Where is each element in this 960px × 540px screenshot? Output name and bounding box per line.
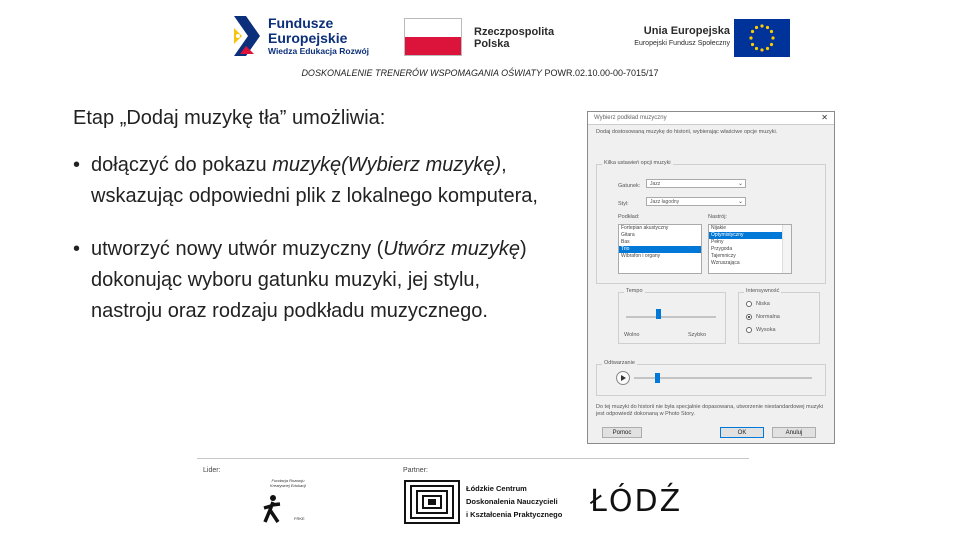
speed-slider-thumb[interactable] [656, 309, 661, 319]
genre-select[interactable] [646, 179, 746, 188]
list-item[interactable]: Wzruszająca [711, 260, 740, 266]
leader-logo-small: FRKE [294, 516, 305, 521]
bullet-text: ) dokonując wyboru gatunku muzyki, jej stylu, nastroju oraz rodzaju podkładu muzycznego. [91, 238, 527, 322]
intensity-label: Intensywność [746, 288, 780, 294]
close-icon[interactable]: ✕ [821, 113, 828, 122]
fundusze-europejskie-logo [232, 14, 372, 60]
fe-logo-line1: Fundusze [268, 15, 334, 31]
ue-logo-line2: Europejski Fundusz Społeczny [634, 40, 730, 47]
playback-thumb[interactable] [655, 373, 660, 383]
rp-logo-line2: Polska [474, 38, 510, 50]
intensity-radio-high[interactable] [746, 327, 752, 333]
chevron-down-icon: ⌄ [737, 199, 743, 205]
partner-logo-line3: i Kształcenia Praktycznego [466, 510, 563, 519]
speed-fast-label: Szybko [688, 332, 707, 338]
leader-label: Lider: [203, 467, 221, 474]
style-value: Jazz łagodny [650, 199, 680, 205]
partner-logo-line2: Doskonalenia Nauczycieli [466, 497, 558, 506]
intensity-radio-low[interactable] [746, 301, 752, 307]
playback-group [596, 364, 826, 396]
partner-logo-line1: Łódzkie Centrum [466, 484, 527, 493]
lodz-city-logo: ŁÓDŹ [590, 484, 683, 519]
list-item[interactable]: Pełny [711, 239, 724, 245]
music-dialog [587, 111, 835, 444]
help-button[interactable]: Pomoc [602, 427, 642, 438]
list-item[interactable]: Trio [619, 246, 701, 253]
bullet-text: dołączyć do pokazu [91, 154, 273, 176]
genre-label: Gatunek: [618, 183, 641, 189]
rp-logo-line1: Rzeczpospolita [474, 26, 555, 38]
style-label: Styl: [618, 201, 629, 207]
bullet-item [73, 150, 553, 212]
list-item[interactable]: Optymistyczny [709, 232, 791, 239]
intensity-option: Normalna [756, 314, 780, 320]
list-item[interactable]: Fortepian akustyczny [621, 225, 669, 231]
ue-logo-line1: Unia Europejska [643, 25, 730, 37]
scrollbar[interactable] [782, 225, 791, 273]
list-item[interactable]: Gitara [621, 232, 635, 238]
play-icon [617, 372, 629, 384]
leader-logo [256, 476, 316, 526]
dialog-title: Wybierz podkład muzyczny [594, 115, 667, 121]
cancel-button[interactable]: Anuluj [772, 427, 816, 438]
project-code: POWR.02.10.00-00-7015/17 [544, 68, 659, 78]
bullet-item [73, 234, 553, 327]
slide-heading: Etap „Dodaj muzykę tła” umożliwia: [73, 107, 386, 129]
intensity-option: Wysoka [756, 327, 776, 333]
partner-label: Partner: [403, 467, 428, 474]
fe-logo-line2: Europejskie [268, 30, 348, 46]
bullet-text: , wskazując odpowiedni plik z lokalnego komputera, [91, 154, 538, 207]
rzeczpospolita-polska-logo [404, 18, 574, 58]
walking-figure-icon [260, 494, 286, 524]
dialog-bottom-note: Do tej muzyki do historii nie była specjalnie dopasowana, utworzenie niestandardowej muzyki jest odpowiedź dokonaną w Photo Story. [596, 404, 824, 417]
leader-logo-text: Fundacja Rozwoju Kreatywnej Edukacji [269, 478, 307, 488]
chevron-down-icon: ⌄ [737, 181, 743, 187]
fe-logo-icon [232, 14, 262, 58]
partner-logo-text [466, 482, 562, 521]
mood-label: Podkład: [618, 214, 640, 220]
speed-slow-label: Wolno [624, 332, 640, 338]
bullet-icon: • [73, 238, 81, 260]
footer-divider [197, 458, 749, 459]
style-select[interactable] [646, 197, 746, 206]
ldnikp-emblem-icon [404, 480, 460, 524]
list-item[interactable]: Wibrafon i organy [621, 253, 661, 259]
intensity-radio-normal[interactable] [746, 314, 752, 320]
playback-label: Odtwarzanie [604, 360, 635, 366]
tempo-label: Nastrój: [708, 214, 727, 220]
polish-flag-icon [404, 18, 462, 56]
unia-europejska-logo [602, 19, 792, 59]
list-item[interactable]: Bas [621, 239, 630, 245]
genre-value: Jazz [650, 181, 661, 187]
eu-flag-icon [734, 19, 790, 57]
group-label: Kilka ustawień opcji muzyki [604, 160, 671, 166]
play-button[interactable] [616, 371, 630, 385]
tempo-list[interactable] [708, 224, 792, 274]
mood-list[interactable] [618, 224, 702, 274]
fe-logo-line3: Wiedza Edukacja Rozwój [268, 46, 369, 56]
bullet-emphasis: Utwórz muzykę [383, 238, 520, 260]
dialog-titlebar [588, 112, 834, 125]
intensity-option: Niska [756, 301, 770, 307]
bullet-icon: • [73, 154, 81, 176]
list-item[interactable]: Tajemniczy [711, 253, 736, 259]
list-item[interactable]: Nijakie [711, 225, 727, 231]
dialog-intro: Dodaj dostosowaną muzykę do historii, wybierając właściwe opcje muzyki. [596, 129, 778, 135]
playback-progress[interactable] [634, 377, 812, 379]
speed-label: Tempo [626, 288, 643, 294]
bullet-emphasis: muzykę(Wybierz muzykę) [272, 154, 502, 176]
speed-slider-track[interactable] [626, 316, 716, 318]
bullet-list [73, 150, 553, 349]
list-item[interactable]: Przygoda [711, 246, 733, 252]
ok-button[interactable]: OK [720, 427, 764, 438]
bullet-text: utworzyć nowy utwór muzyczny ( [91, 238, 384, 260]
project-caption [0, 68, 960, 78]
project-name: DOSKONALENIE TRENERÓW WSPOMAGANIA OŚWIATY [301, 68, 542, 78]
